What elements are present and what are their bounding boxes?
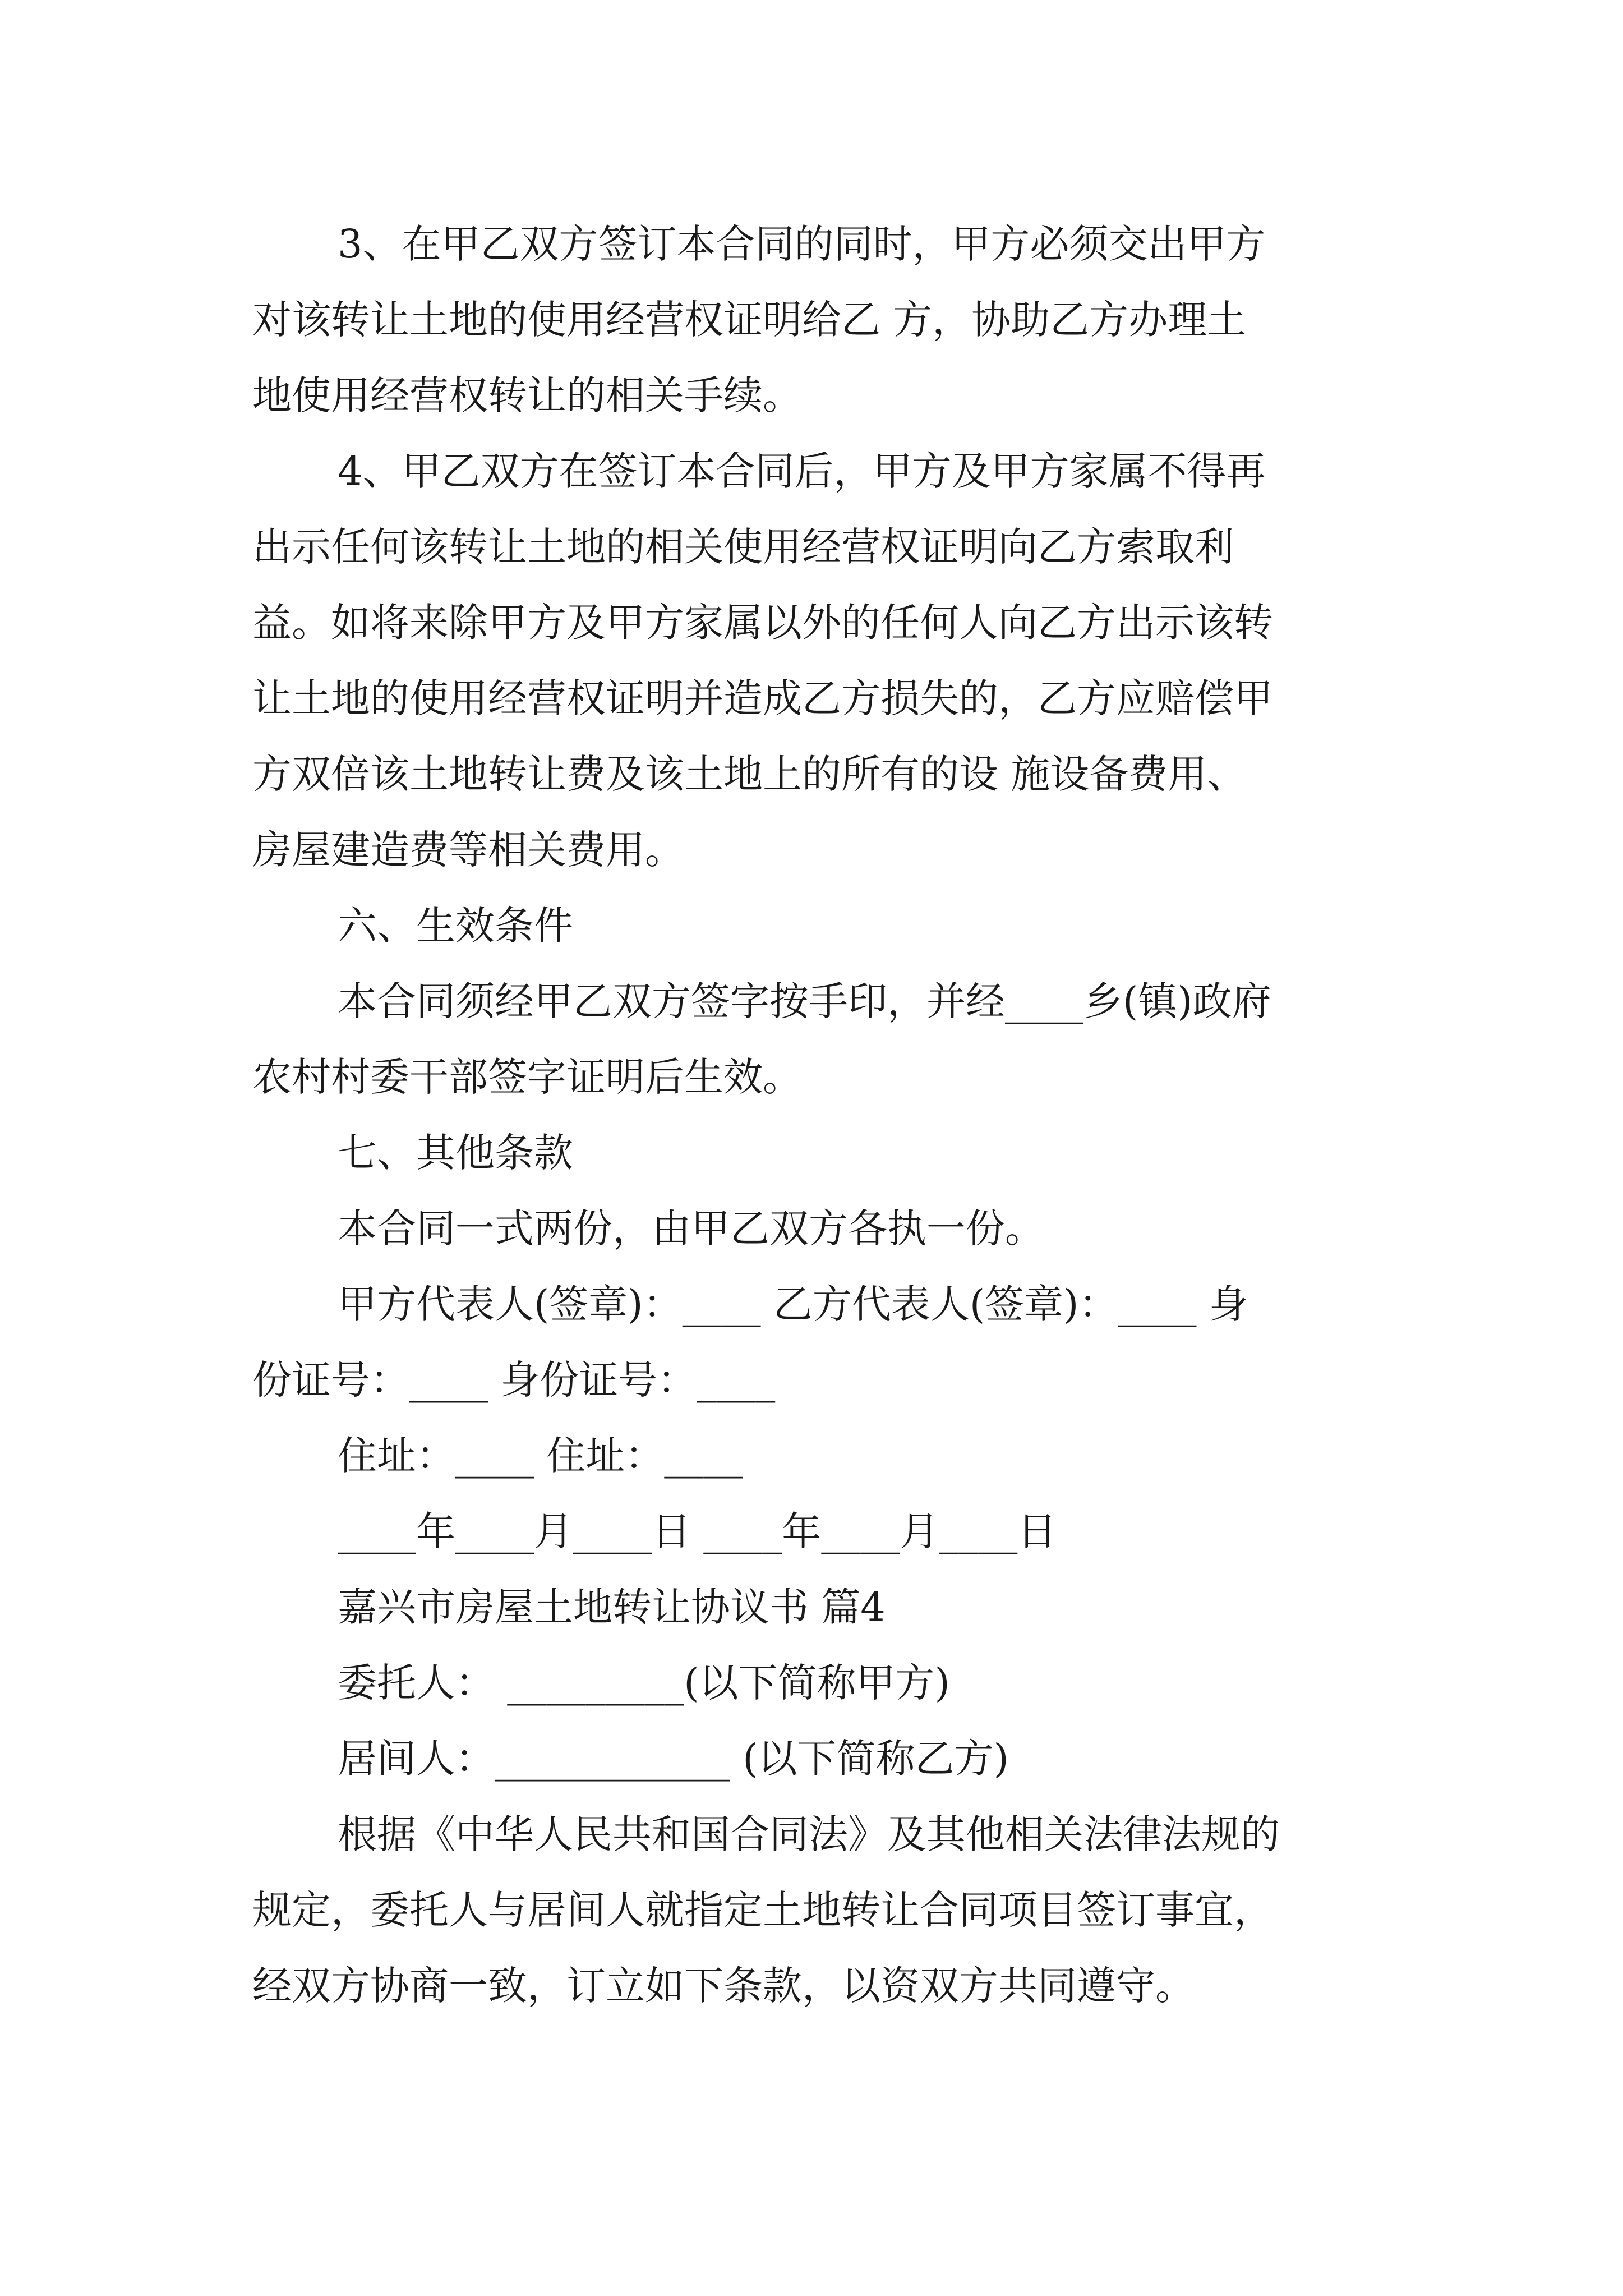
- date-line: ____年____月____日 ____年____月____日: [338, 1508, 1057, 1554]
- copies-clause: 本合同一式两份，由甲乙双方各执一份。: [338, 1205, 1044, 1251]
- principal-line: 委托人： _________(以下简称甲方): [338, 1660, 950, 1706]
- paragraph-4-line-1: 4、甲乙双方在签订本合同后，甲方及甲方家属不得再: [338, 448, 1266, 494]
- paragraph-4-line-2: 出示任何该转让土地的相关使用经营权证明向乙方索取利: [252, 524, 1234, 570]
- paragraph-4-line-6: 房屋建造费等相关费用。: [252, 827, 684, 873]
- paragraph-4-line-4: 让土地的使用经营权证明并造成乙方损失的，乙方应赔偿甲: [252, 675, 1273, 721]
- address-line: 住址：____ 住址：____: [338, 1433, 743, 1479]
- effect-clause-line-1: 本合同须经甲乙双方签字按手印，并经____乡(镇)政府: [338, 978, 1271, 1024]
- intermediary-line: 居间人：____________ (以下简称乙方): [338, 1736, 1009, 1782]
- preamble-line-2: 规定，委托人与居间人就指定土地转让合同项目签订事宜，: [252, 1887, 1273, 1933]
- document-title: 嘉兴市房屋土地转让协议书 篇4: [338, 1584, 886, 1630]
- preamble-line-3: 经双方协商一致，订立如下条款，以资双方共同遵守。: [252, 1963, 1195, 2009]
- section-seven-heading: 七、其他条款: [338, 1130, 573, 1176]
- signature-line-2: 份证号：____ 身份证号：____: [252, 1357, 776, 1403]
- signature-line-1: 甲方代表人(签章)：____ 乙方代表人(签章)：____ 身: [338, 1281, 1248, 1327]
- paragraph-4-line-3: 益。如将来除甲方及甲方家属以外的任何人向乙方出示该转: [252, 600, 1273, 646]
- paragraph-3-line-3: 地使用经营权转让的相关手续。: [252, 372, 802, 418]
- paragraph-3-line-2: 对该转让土地的使用经营权证明给乙 方，协助乙方办理土: [252, 297, 1247, 343]
- effect-clause-line-2: 农村村委干部签字证明后生效。: [252, 1054, 802, 1100]
- paragraph-3-line-1: 3、在甲乙双方签订本合同的同时，甲方必须交出甲方: [338, 221, 1266, 267]
- paragraph-4-line-5: 方双倍该土地转让费及该土地上的所有的设 施设备费用、: [252, 751, 1247, 797]
- section-six-heading: 六、生效条件: [338, 903, 573, 949]
- preamble-line-1: 根据《中华人民共和国合同法》及其他相关法律法规的: [338, 1811, 1280, 1857]
